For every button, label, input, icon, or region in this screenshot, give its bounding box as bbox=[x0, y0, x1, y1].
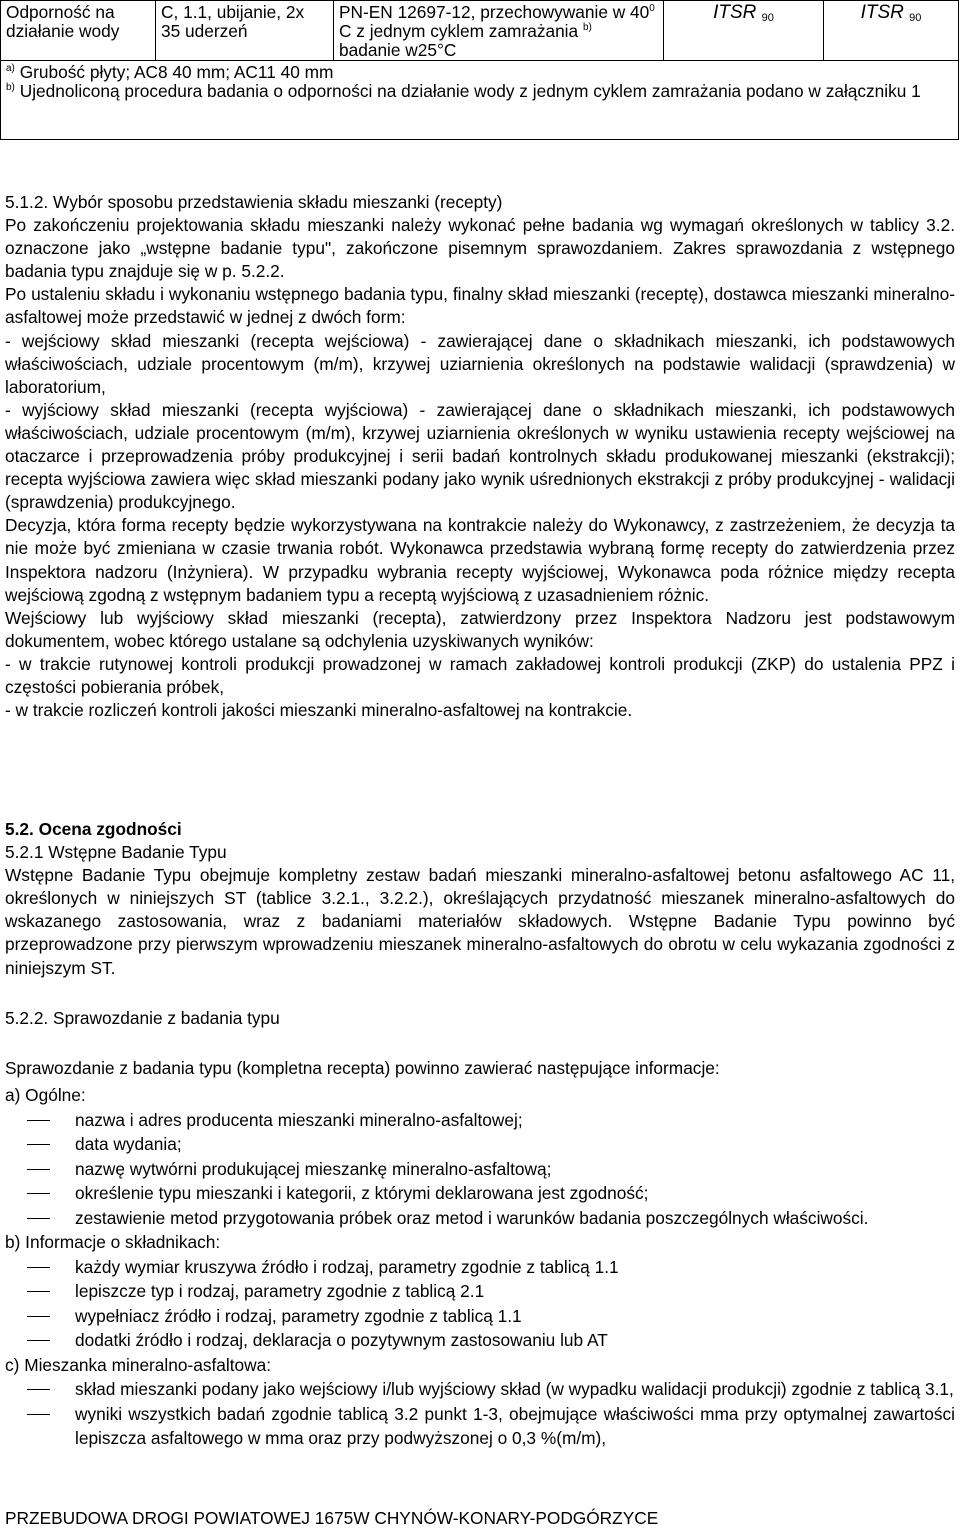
paragraph: - wejściowy skład mieszanki (recepta wejściowa) - zawierającej dane o składnikach mieszanki, ich podstawowych właściwościach, udziale procentowym (m/m), krzywej uziarnienia określonych na podstawie walidacji (sprawdzenia) w laboratorium, bbox=[5, 330, 955, 397]
table-cell-itsr-2: ITSR $_{90}$ bbox=[824, 1, 959, 61]
paragraph: - wyjściowy skład mieszanki (recepta wyjściowa) - zawierającej dane o składnikach mieszanki, ich podstawowych właściwościach, udziale procentowym (m/m), krzywej uziarnienia określonych w wyniku ustawienia recepty wejściowej na otaczarce i przeprowadzenia próby produkcyjnej i serii badań kontrolnych składu produkowanej mieszanki (ekstrakcji); recepta wyjściowa zawiera więc skład mieszanki podany jako wynik uśrednionych ekstrakcji z próby produkcyjnej - walidacji (sprawdzenia) produkcyjnego. bbox=[5, 399, 955, 513]
paragraph: Po ustaleniu składu i wykonaniu wstępnego badania typu, finalny skład mieszanki (receptę), dostawca mieszanki mineralno-asfaltowej może przedstawić w jednej z dwóch form: bbox=[5, 284, 955, 328]
list-item: skład mieszanki podany jako wejściowy i/lub wyjściowy skład (w wypadku walidacji produkcji) zgodnie z tablicą 3.1, bbox=[5, 1377, 955, 1402]
paragraph: Decyzja, która forma recepty będzie wykorzystywana na kontrakcie należy do Wykonawcy, z zastrzeżeniem, że decyzja ta nie może być zmieniana w czasie trwania robót. Wykonawca przedstawia wybraną formę recepty do zatwierdzenia przez Inspektora nadzoru (Inżyniera). W przypadku wybrania recepty wyjściowej, Wykonawca poda różnice między recepta wejściową zgodną z wstępnym badaniem typu a receptą wyjściową z uzasadnieniem różnic. bbox=[5, 515, 955, 605]
table-notes: $^{a)}$ Grubość płyty; AC8 40 mm; AC11 40 mm $^{b)}$ Ujednoliconą procedura badania o odporności na działanie wody z jednym cyklem zamrażania podano w załączniku 1 bbox=[1, 61, 959, 140]
section-5-1-2 bbox=[5, 191, 955, 722]
paragraph: Wstępne Badanie Typu obejmuje kompletny zestaw badań mieszanki mineralno-asfaltowej betonu asfaltowego AC 11, określonych w niniejszych ST (tablice 3.2.1., 3.2.2.), określających przydatność mieszanek mineralno-asfaltowych do wskazanego zastosowania, wraz z badaniami materiałów składowych. Wstępne Badanie Typu powinno być przeprowadzone przy pierwszym wprowadzeniu mieszanek mineralno-asfaltowych do obrotu w celu wykazania zgodności z niniejszym ST. bbox=[5, 865, 955, 978]
list-item: wyniki wszystkich badań zgodnie tablicą 3.2 punkt 1-3, obejmujące właściwości mma przy optymalnej zawartości lepiszcza asfaltowego w mma oraz przy podwyższonej o 0,3 %(m/m), bbox=[5, 1402, 955, 1451]
table-cell-method: C, 1.1, ubijanie, 2x 35 uderzeń bbox=[156, 1, 334, 61]
paragraph: Sprawozdanie z badania typu (kompletna recepta) powinno zawierać następujące informacje: bbox=[5, 1058, 720, 1078]
subsection-heading: 5.2.1 Wstępne Badanie Typu bbox=[5, 842, 227, 863]
list-item: lepiszcze typ i rodzaj, parametry zgodnie z tablicą 2.1 bbox=[5, 1279, 955, 1304]
page-footer: PRZEBUDOWA DROGI POWIATOWEJ 1675W CHYNÓW-KONARY-PODGÓRZYCE bbox=[5, 1508, 659, 1528]
list-item: określenie typu mieszanki i kategorii, z którymi deklarowana jest zgodność; bbox=[5, 1181, 955, 1206]
list-item: wypełniacz źródło i rodzaj, parametry zgodnie z tablicą 1.1 bbox=[5, 1304, 955, 1329]
table-cell-property: Odporność na działanie wody bbox=[1, 1, 156, 61]
section-heading: 5.2. Ocena zgodności bbox=[5, 819, 182, 839]
paragraph: - w trakcie rozliczeń kontroli jakości mieszanki mineralno-asfaltowej na kontrakcie. bbox=[5, 700, 633, 721]
section-5-2-2-heading bbox=[5, 1007, 955, 1030]
table-row bbox=[1, 1, 959, 61]
list-item: każdy wymiar kruszywa źródło i rodzaj, parametry zgodnie z tablicą 1.1 bbox=[5, 1255, 955, 1280]
list-item: nazwa i adres producenta mieszanki mineralno-asfaltowej; bbox=[5, 1108, 955, 1133]
section-5-2 bbox=[5, 818, 955, 980]
list-label: b) Informacje o składnikach: bbox=[5, 1232, 221, 1252]
paragraph: Wejściowy lub wyjściowy skład mieszanki (recepta), zatwierdzony przez Inspektora Nadzoru jest podstawowym dokumentem, wobec którego ustalane są odchylenia uzyskiwanych wyników: bbox=[5, 607, 955, 651]
general-info-list bbox=[5, 1083, 955, 1451]
section-heading: 5.1.2. Wybór sposobu przedstawienia składu mieszanki (recepty) bbox=[5, 192, 503, 212]
section-5-2-2-intro bbox=[5, 1057, 955, 1080]
list-item: dodatki źródło i rodzaj, deklaracja o pozytywnym zastosowaniu lub AT bbox=[5, 1328, 955, 1353]
section-heading: 5.2.2. Sprawozdanie z badania typu bbox=[5, 1008, 280, 1028]
table-notes-row bbox=[1, 61, 959, 140]
list-item: data wydania; bbox=[5, 1132, 955, 1157]
requirements-table bbox=[0, 0, 959, 140]
paragraph: - w trakcie rutynowej kontroli produkcji prowadzonej w ramach zakładowej kontroli produkcji (ZKP) do ustalenia PPZ i częstości pobierania próbek, bbox=[5, 653, 955, 697]
table-cell-itsr-1: ITSR $_{90}$ bbox=[664, 1, 824, 61]
list-item: zestawienie metod przygotowania próbek oraz metod i warunków badania poszczególnych właściwości. bbox=[5, 1206, 955, 1231]
list-label: c) Mieszanka mineralno-asfaltowa: bbox=[5, 1354, 272, 1375]
table-cell-standard: PN-EN 12697-12, przechowywanie w $40^0$ C z jednym cyklem zamrażania $^{b)}$ badanie w25°C bbox=[334, 1, 664, 61]
list-label: a) Ogólne: bbox=[5, 1085, 86, 1105]
list-item: nazwę wytwórni produkującej mieszankę mineralno-asfaltową; bbox=[5, 1157, 955, 1182]
paragraph: Po zakończeniu projektowania składu mieszanki należy wykonać pełne badania wg wymagań określonych w tablicy 3.2. oznaczone jako „wstępne badanie typu", zakończone pisemnym sprawozdaniem. Zakres sprawozdania z wstępnego badania typu znajduje się w p. 5.2.2. bbox=[5, 215, 955, 282]
